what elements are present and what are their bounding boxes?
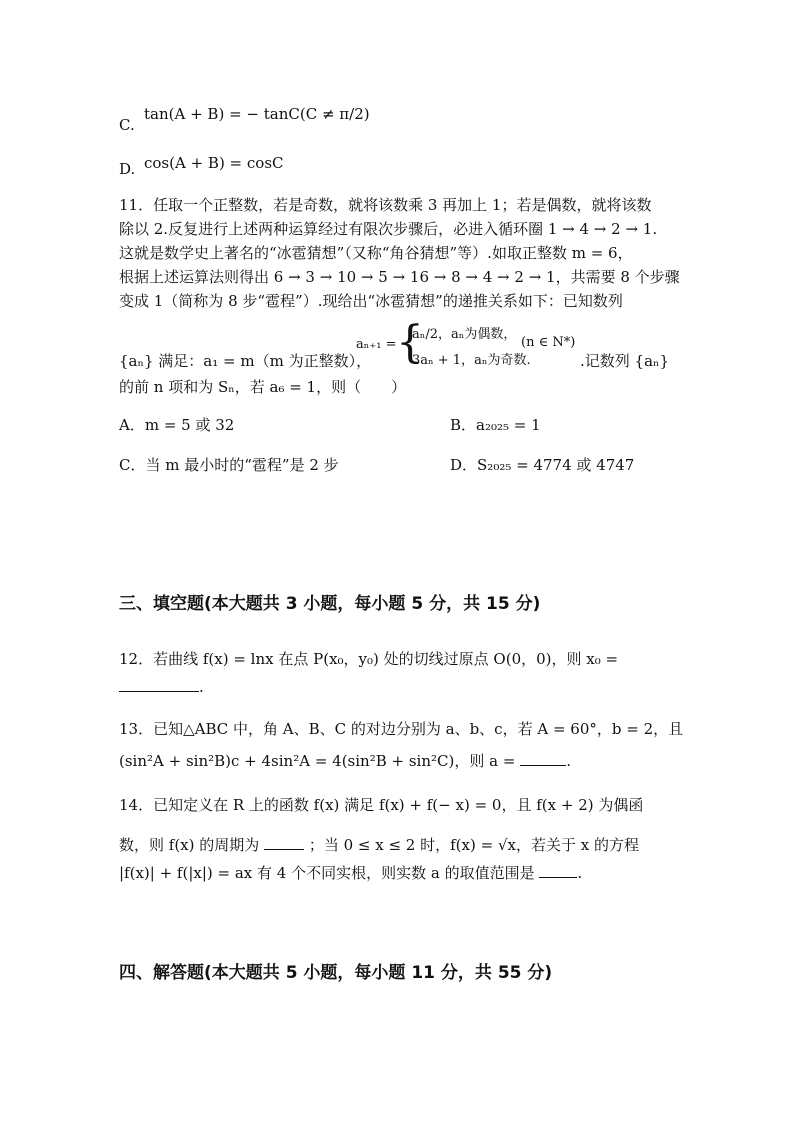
recurrence-case-even: aₙ/2，aₙ为偶数， [412,327,517,342]
q11-line-6-right: .记数列 {aₙ} [580,352,670,370]
recurrence-lhs: aₙ₊₁ = [356,337,397,352]
q14-line-3-a: |f(x)| + f(|x|) = ax 有 4 个不同实根，则实数 a 的取值范围是 [119,864,535,882]
recurrence-condition: (n ∈ N*) [521,335,576,350]
q11-option-c: C．当 m 最小时的“雹程”是 2 步 [119,456,339,474]
brace-icon: { [396,317,424,368]
q13-line-2 [119,750,571,770]
q14-line-3 [119,862,582,882]
section-4-heading: 四、解答题(本大题共 5 小题，每小题 11 分，共 55 分) [119,963,553,983]
q12-line-1: 12．若曲线 f(x) = lnx 在点 P(x₀，y₀) 处的切线过原点 O(0，0)，则 x₀ = [119,650,619,668]
q14-line-1: 14．已知定义在 R 上的函数 f(x) 满足 f(x) + f(− x) = 0，且 f(x + 2) 为偶函 [119,796,644,814]
q14-line-2 [119,834,639,854]
q12-end: . [199,678,204,696]
q11-line-5: 变成 1（简称为 8 步“雹程”）.现给出“冰雹猜想”的递推关系如下：已知数列 [119,292,623,310]
q13-answer-blank[interactable] [520,750,566,766]
option-d-formula: cos(A + B) = cosC [144,154,284,172]
q14-line-2-b: ；当 0 ≤ x ≤ 2 时，f(x) = √x，若关于 x 的方程 [308,836,639,854]
q13-end: . [566,752,571,770]
q14-line-2-a: 数，则 f(x) 的周期为 [119,836,260,854]
recurrence-case-odd: 3aₙ + 1，aₙ为奇数. [412,353,531,368]
q11-option-a: A．m = 5 或 32 [119,416,235,434]
option-c-label: C. [119,116,135,134]
q11-option-d: D．S₂₀₂₅ = 4774 或 4747 [450,456,635,474]
option-d-label: D. [119,160,136,178]
q11-line-7: 的前 n 项和为 Sₙ，若 a₆ = 1，则（ ） [119,378,407,396]
q11-line-6-left: {aₙ} 满足：a₁ = m（m 为正整数）， [119,352,372,370]
q13-formula: (sin²A + sin²B)c + 4sin²A = 4(sin²B + sin²C)，则 a = [119,752,516,770]
q11-option-b: B．a₂₀₂₅ = 1 [450,416,541,434]
q11-line-3: 这就是数学史上著名的“冰雹猜想”（又称“角谷猜想”等）.如取正整数 m = 6， [119,244,633,262]
section-3-heading: 三、填空题(本大题共 3 小题，每小题 5 分，共 15 分) [119,594,541,614]
q14-end: . [577,864,583,882]
q11-line-4: 根据上述运算法则得出 6 → 3 → 10 → 5 → 16 → 8 → 4 → 2 → 1，共需要 8 个步骤 [119,268,680,286]
q12-answer-blank[interactable] [119,676,199,692]
option-c-formula: tan(A + B) = − tanC(C ≠ π/2) [144,105,370,123]
q11-line-1: 11．任取一个正整数，若是奇数，就将该数乘 3 再加上 1；若是偶数，就将该数 [119,196,652,214]
q11-line-2: 除以 2.反复进行上述两种运算经过有限次步骤后，必进入循环圈 1 → 4 → 2 → 1. [119,220,658,238]
recurrence-formula [356,315,576,375]
q14-range-blank[interactable] [539,862,577,878]
q13-line-1: 13．已知△ABC 中，角 A、B、C 的对边分别为 a、b、c，若 A = 60°，b = 2，且 [119,720,684,738]
q12-answer-line [119,676,204,696]
q14-period-blank[interactable] [264,834,304,850]
